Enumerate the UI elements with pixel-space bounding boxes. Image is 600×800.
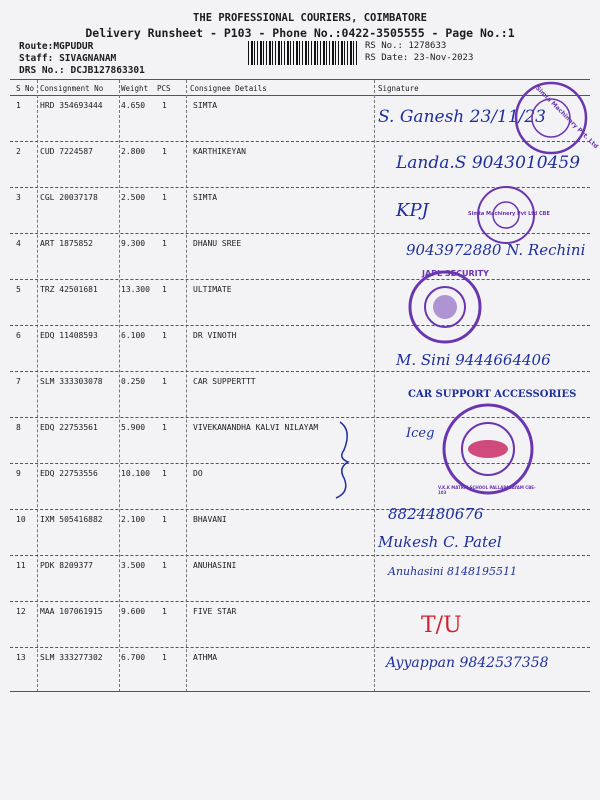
drs-line: [19, 65, 145, 76]
row-pcs: 1: [162, 515, 167, 524]
header-rule-top: [10, 79, 590, 80]
row-weight: 9.600: [121, 607, 146, 616]
row-sno: 6: [16, 331, 21, 340]
drs-label: DRS No.:: [19, 65, 65, 76]
row-pcs: 1: [162, 193, 167, 202]
route-label: Route:: [19, 41, 54, 52]
col-header-sno: S No: [16, 84, 35, 93]
row-sno: 9: [16, 469, 21, 478]
row-consignee: ANUHASINI: [193, 561, 237, 570]
row-weight: 4.650: [121, 101, 146, 110]
row-sno: 12: [16, 607, 26, 616]
row-consignment-no: ART 1875852: [40, 239, 93, 248]
row-consignment-no: SLM 333303078: [40, 377, 103, 386]
row-consignee: DO: [193, 469, 203, 478]
row-consignee: ULTIMATE: [193, 285, 232, 294]
row-sno: 8: [16, 423, 21, 432]
row-pcs: 1: [162, 101, 167, 110]
row-consignee: BHAVANI: [193, 515, 227, 524]
row-consignment-no: MAA 107061915: [40, 607, 103, 616]
row-weight: 6.700: [121, 653, 146, 662]
rs-date-label: RS Date:: [365, 53, 409, 63]
signature-11-phone: Anuhasini 8148195511: [388, 565, 518, 578]
row-weight: 13.300: [121, 285, 150, 294]
row-pcs: 1: [162, 423, 167, 432]
row-consignment-no: EDQ 11408593: [40, 331, 98, 340]
row-sno: 11: [16, 561, 26, 570]
row-consignee: DR VINOTH: [193, 331, 237, 340]
row-pcs: 1: [162, 239, 167, 248]
japl-security-text: JAPL SECURITY: [422, 269, 489, 278]
row-consignment-no: HRD 354693444: [40, 101, 103, 110]
row-pcs: 1: [162, 653, 167, 662]
staff-line: [19, 53, 116, 64]
company-title: THE PROFESSIONAL COURIERS, COIMBATORE: [193, 12, 427, 24]
rs-date-value: 23-Nov-2023: [413, 53, 474, 63]
barcode: [248, 41, 358, 65]
row-weight: 9.300: [121, 239, 146, 248]
rs-no-value: 1278633: [408, 41, 447, 51]
signature-10: 8824480676: [388, 505, 484, 523]
row-consignment-no: IXM 505416882: [40, 515, 103, 524]
row-consignment-no: PDK 8209377: [40, 561, 93, 570]
row-consignee: CAR SUPPERTTT: [193, 377, 256, 386]
row-consignment-no: CUD 7224587: [40, 147, 93, 156]
school-stamp: [440, 401, 536, 497]
runsheet-subtitle: Delivery Runsheet - P103 - Phone No.:0422-3505555 - Page No.:1: [85, 26, 515, 40]
row-weight: 2.800: [121, 147, 146, 156]
row-sno: 13: [16, 653, 26, 662]
row-consignment-no: SLM 333277302: [40, 653, 103, 662]
signature-2: Landa.S 9043010459: [396, 153, 581, 173]
drs-value: DCJB127863301: [70, 65, 145, 76]
staff-label: Staff:: [19, 53, 54, 64]
brace-mark: [330, 420, 360, 500]
signature-11: Mukesh C. Patel: [378, 533, 502, 551]
row-consignee: SIMTA: [193, 101, 218, 110]
row-sno: 4: [16, 239, 21, 248]
row-pcs: 1: [162, 607, 167, 616]
signature-3: KPJ: [396, 200, 429, 221]
school-stamp-text: V.K.K MATRIC SCHOOL PALLAPALAYAM CBE-103: [438, 485, 536, 495]
col-header-consignment: Consignment No: [40, 84, 104, 93]
row-pcs: 1: [162, 331, 167, 340]
row-weight: 2.500: [121, 193, 146, 202]
row-consignee: SIMTA: [193, 193, 218, 202]
row-consignment-no: TRZ 42501681: [40, 285, 98, 294]
row-sno: 1: [16, 101, 21, 110]
rs-date-line: [365, 53, 473, 63]
row-pcs: 1: [162, 285, 167, 294]
rs-no-line: [365, 41, 446, 51]
col-header-signature: Signature: [378, 84, 419, 93]
row-consignment-no: EDQ 22753556: [40, 469, 98, 478]
staff-value: SIVAGNANAM: [59, 53, 117, 64]
row-consignee: VIVEKANANDHA KALVI NILAYAM: [193, 423, 319, 432]
row-sno: 5: [16, 285, 21, 294]
row-consignee: FIVE STAR: [193, 607, 237, 616]
row-consignment-no: CGL 20037178: [40, 193, 98, 202]
col-header-weight: Weight: [121, 84, 149, 93]
signature-4: 9043972880 N. Rechini: [406, 241, 586, 259]
signature-12: T/U: [421, 613, 462, 638]
simta-stamp-2-text: Simta Machinery Pvt Ltd CBE: [468, 211, 550, 217]
row-sno: 2: [16, 147, 21, 156]
simta-stamp-1-text: Simta Machinery Pvt. Ltd: [534, 84, 600, 151]
signature-13: Ayyappan 9842537358: [386, 655, 549, 671]
row-pcs: 1: [162, 147, 167, 156]
row-weight: 6.100: [121, 331, 146, 340]
route-line: [19, 41, 93, 52]
row-consignee: DHANU SREE: [193, 239, 242, 248]
row-consignee: ATHMA: [193, 653, 218, 662]
route-value: MGPUDUR: [53, 41, 94, 52]
simta-stamp-1: [511, 78, 591, 158]
row-weight: 5.900: [121, 423, 146, 432]
row-pcs: 1: [162, 377, 167, 386]
row-weight: 10.100: [121, 469, 150, 478]
row-consignee: KARTHIKEYAN: [193, 147, 246, 156]
row-sno: 3: [16, 193, 21, 202]
row-weight: 2.100: [121, 515, 146, 524]
car-support-stamp: CAR SUPPORT ACCESSORIES: [408, 389, 577, 400]
row-sno: 10: [16, 515, 26, 524]
japl-security-stamp: [406, 268, 484, 346]
row-weight: 0.250: [121, 377, 146, 386]
signature-1: S. Ganesh 23/11/23: [378, 107, 546, 127]
signature-8: Iceg: [406, 426, 435, 441]
row-weight: 3.500: [121, 561, 146, 570]
row-sno: 7: [16, 377, 21, 386]
signature-6: M. Sini 9444664406: [396, 351, 551, 369]
row-pcs: 1: [162, 561, 167, 570]
col-header-pcs: PCS: [157, 84, 171, 93]
rs-no-label: RS No.:: [365, 41, 403, 51]
row-consignment-no: EDQ 22753561: [40, 423, 98, 432]
col-header-consignee: Consignee Details: [190, 84, 267, 93]
row-pcs: 1: [162, 469, 167, 478]
